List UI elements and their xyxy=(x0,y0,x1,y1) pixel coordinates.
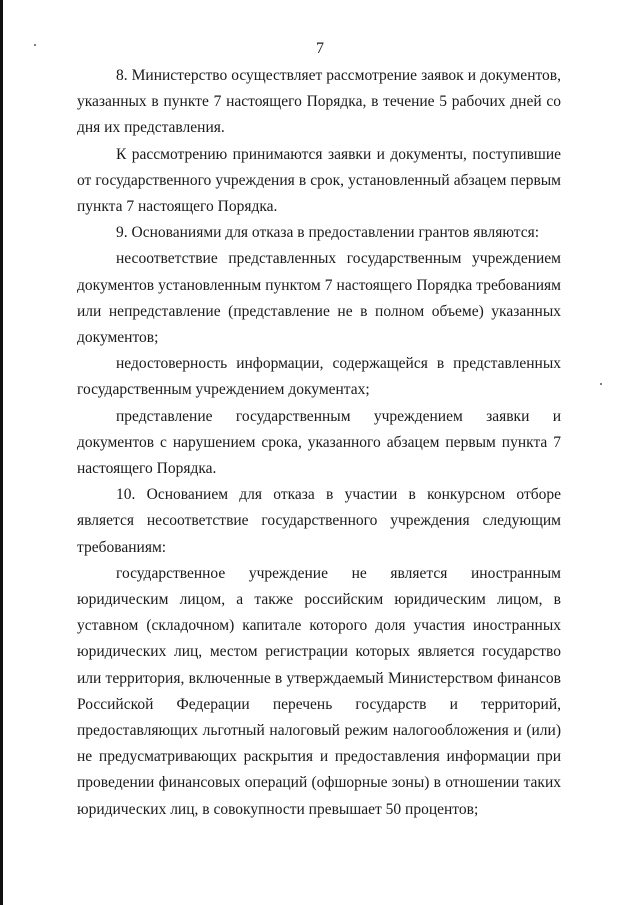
scan-border-left xyxy=(0,0,3,905)
page-number: 7 xyxy=(316,40,324,57)
paragraph: 9. Основаниями для отказа в предоставлении грантов являются: xyxy=(116,224,540,242)
scan-speck xyxy=(600,383,602,385)
paragraph: 8. Министерство осуществляет рассмотрение заявок и документов, указанных в пункте 7 настоящего Порядка, в течение 5 рабочих дней со дня их представления. xyxy=(77,67,561,137)
paragraph: представление государственным учреждением заявки и документов с нарушением срока, указанного абзацем первым пункта 7 настоящего Порядка. xyxy=(77,407,561,478)
paragraph: несоответствие представленных государственным учреждением документов установленным пунктом 7 настоящего Порядка требованиям или непредставление (представление не в полном объеме) указанных документов; xyxy=(77,250,561,347)
paragraph: недостоверность информации, содержащейся в представленных государственным учреждением документах; xyxy=(77,355,561,399)
paragraph: 10. Основанием для отказа в участии в конкурсном отборе является несоответствие государственного учреждения следующим требованиям: xyxy=(77,486,561,556)
paragraph: государственное учреждение не является иностранным юридическим лицом, а также российским юридическим лицом, в уставном (складочном) капитале которого доля участия иностранных юридических лиц, местом регистрации которых является государство или территория, включенные в утверждаемый Министерством финансов Российской Федерации перечень государств и территорий, предоставляющих льготный налоговый режим налогообложения и (или) не предусматривающих раскрытия и предоставления информации при проведении финансовых операций (офшорные зоны) в отношении таких юридических лиц, в совокупности превышает 50 процентов; xyxy=(77,564,561,818)
paragraph: К рассмотрению принимаются заявки и документы, поступившие от государственного учреждения в срок, установленный абзацем первым пункта 7 настоящего Порядка. xyxy=(77,145,561,216)
document-body xyxy=(77,63,561,823)
